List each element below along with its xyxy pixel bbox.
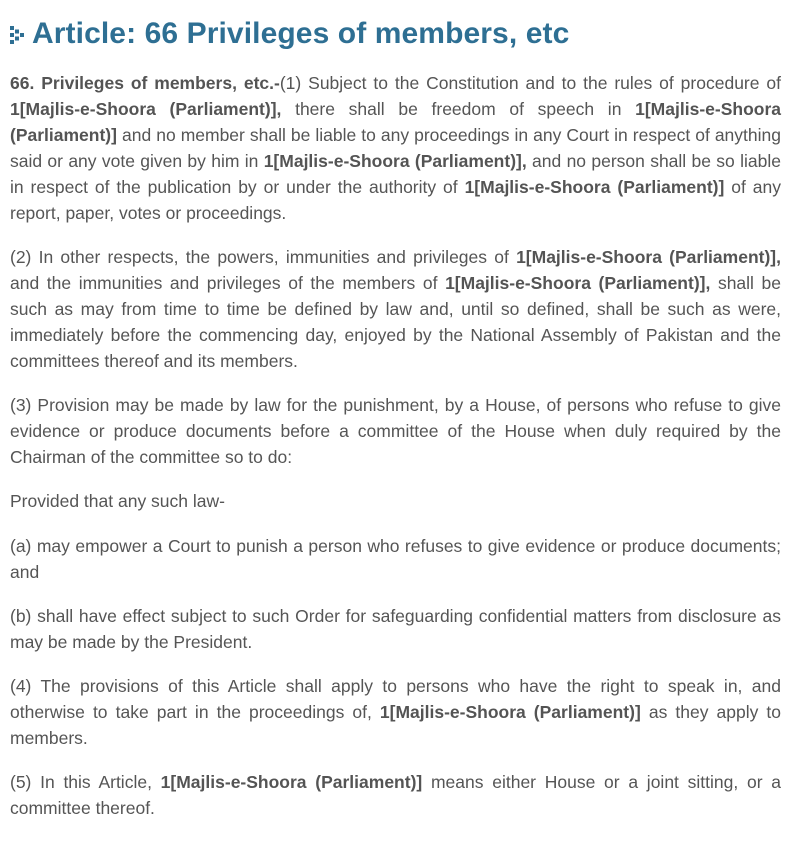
paragraph-text: and no person shall be so liable in respect of the publication by or under the authority of bbox=[10, 150, 781, 197]
clause-b: (b) shall have effect subject to such Order for safeguarding confidential matters from disclosure as may be made by the President. bbox=[10, 605, 781, 652]
paragraph-text: of any report, paper, votes or proceedings. bbox=[10, 176, 781, 223]
parliament-reference: 1[Majlis-e-Shoora (Parliament)], bbox=[445, 272, 711, 293]
paragraph-3: (3) Provision may be made by law for the punishment, by a House, of persons who refuse to give evidence or produce documents before a committee of the House when duly required by the Chairman of the committee so to do: bbox=[10, 394, 781, 467]
paragraph-text: and no member shall be liable to any proceedings in any Court in respect of anything said or any vote given by him in bbox=[10, 124, 781, 171]
paragraph-text: (4) The provisions of this Article shall apply to persons who have the right to speak in, and otherwise to take part in the proceedings of, bbox=[10, 676, 781, 723]
chevron-arrow-icon bbox=[10, 25, 24, 45]
article-body bbox=[10, 71, 781, 841]
article-title: Article: 66 Privileges of members, etc bbox=[32, 17, 570, 50]
paragraph-text: and the immunities and privileges of the members of bbox=[10, 272, 446, 293]
paragraph-text: means either House or a joint sitting, or a committee thereof. bbox=[10, 772, 781, 819]
parliament-reference: 1[Majlis-e-Shoora (Parliament)] bbox=[10, 98, 781, 145]
paragraph-2 bbox=[10, 245, 781, 375]
parliament-reference: 1[Majlis-e-Shoora (Parliament)] bbox=[160, 772, 423, 793]
paragraph-text: there shall be freedom of speech in bbox=[281, 98, 636, 119]
parliament-reference: 1[Majlis-e-Shoora (Parliament)], bbox=[263, 150, 527, 171]
parliament-reference: 1[Majlis-e-Shoora (Parliament)], bbox=[10, 98, 282, 119]
paragraph-1 bbox=[10, 71, 781, 226]
article-heading: 66. Privileges of members, etc.- bbox=[10, 73, 280, 93]
paragraph-4 bbox=[10, 674, 781, 752]
proviso: Provided that any such law- bbox=[10, 491, 225, 512]
parliament-reference: 1[Majlis-e-Shoora (Parliament)] bbox=[379, 702, 641, 723]
paragraph-text: (1) Subject to the Constitution and to the rules of procedure of bbox=[279, 73, 781, 93]
article-title-row bbox=[10, 12, 790, 56]
paragraph-text: (2) In other respects, the powers, immunities and privileges of bbox=[10, 246, 517, 267]
paragraph-text: as they apply to members. bbox=[10, 702, 781, 749]
clause-a: (a) may empower a Court to punish a person who refuses to give evidence or produce documents; and bbox=[10, 535, 781, 582]
paragraph-5 bbox=[10, 770, 781, 822]
parliament-reference: 1[Majlis-e-Shoora (Parliament)], bbox=[516, 246, 781, 267]
paragraph-text: shall be such as may from time to time be defined by law and, until so defined, shall be such as were, immediately before the commencing day, enjoyed by the National Assembly of Pakistan and the committees thereof and its members. bbox=[10, 272, 782, 371]
parliament-reference: 1[Majlis-e-Shoora (Parliament)] bbox=[464, 176, 725, 197]
paragraph-text: (5) In this Article, bbox=[10, 772, 161, 793]
